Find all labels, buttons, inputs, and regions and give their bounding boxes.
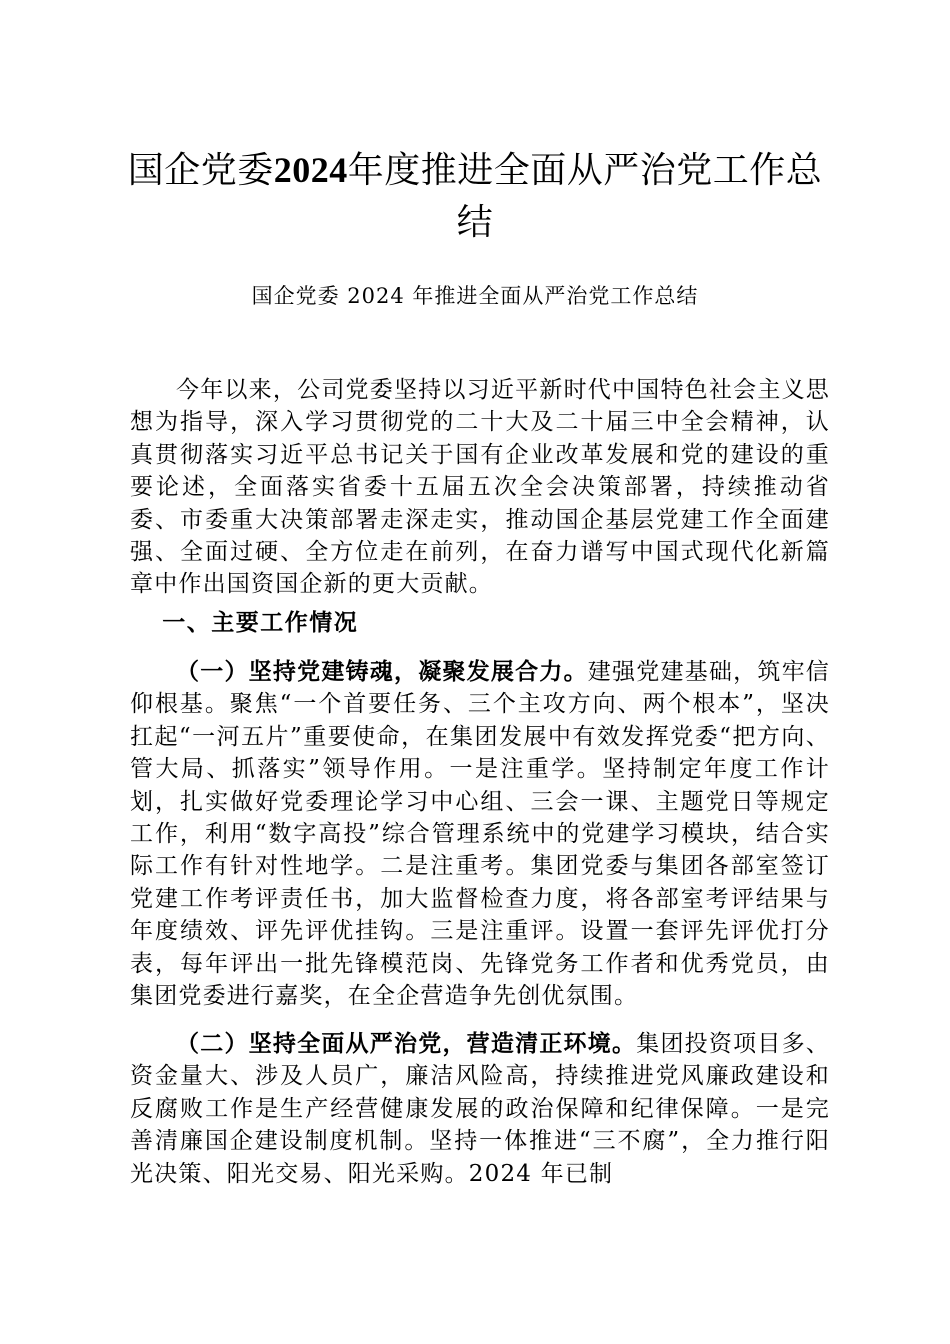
item2-text: 集团投资项目多、资金量大、涉及人员广，廉洁风险高，持续推进党风廉政建设和反腐败工作是生产经营健康发展的政治保障和纪律保障。一是完善清廉国企建设制度机制。坚持一体推进“三不腐”，全力推行阳光决策、阳光交易、阳光采购。2024 年已制 [130, 1031, 830, 1187]
item1-paragraph [130, 656, 830, 1012]
item1-lead: （一）坚持党建铸魂，凝聚发展合力。 [176, 658, 588, 685]
item1-text: 建强党建基础，筑牢信仰根基。聚焦“一个首要任务、三个主攻方向、两个根本”，坚决扛起“一河五片”重要使命，在集团发展中有效发挥党委“把方向、管大局、抓落实”领导作用。一是注重学。坚持制定年度工作计划，扎实做好党委理论学习中心组、三会一课、主题党日等规定工作，利用“数字高投”综合管理系统中的党建学习模块，结合实际工作有针对性地学。二是注重考。集团党委与集团各部室签订党建工作考评责任书，加大监督检查力度，将各部室考评结果与年度绩效、评先评优挂钩。三是注重评。设置一套评先评优打分表，每年评出一批先锋模范岗、先锋党务工作者和优秀党员，由集团党委进行嘉奖，在全企营造争先创优氛围。 [130, 659, 831, 1010]
title-part1: 国企党委 [127, 150, 274, 191]
document-subtitle: 国企党委 2024 年推进全面从严治党工作总结 [251, 284, 699, 308]
section-heading: 一、主要工作情况 [162, 609, 359, 636]
intro-paragraph: 今年以来，公司党委坚持以习近平新时代中国特色社会主义思想为指导，深入学习贯彻党的二十大及二十届三中全会精神，认真贯彻落实习近平总书记关于国有企业改革发展和党的建设的重要论述，全面落实省委十五届五次全会决策部署，持续推动省委、市委重大决策部署走深走实，推动国企基层党建工作全面建强、全面过硬、全方位走在前列，在奋力谱写中国式现代化新篇章中作出国资国企新的更大贡献。 [130, 377, 830, 598]
document-title [120, 144, 830, 249]
title-part2: 年度推进全面从严治党工作总结 [347, 150, 823, 243]
item2-paragraph [130, 1028, 830, 1190]
title-year: 2024 [273, 150, 348, 190]
item2-lead: （二）坚持全面从严治党，营造清正环境。 [176, 1030, 637, 1057]
